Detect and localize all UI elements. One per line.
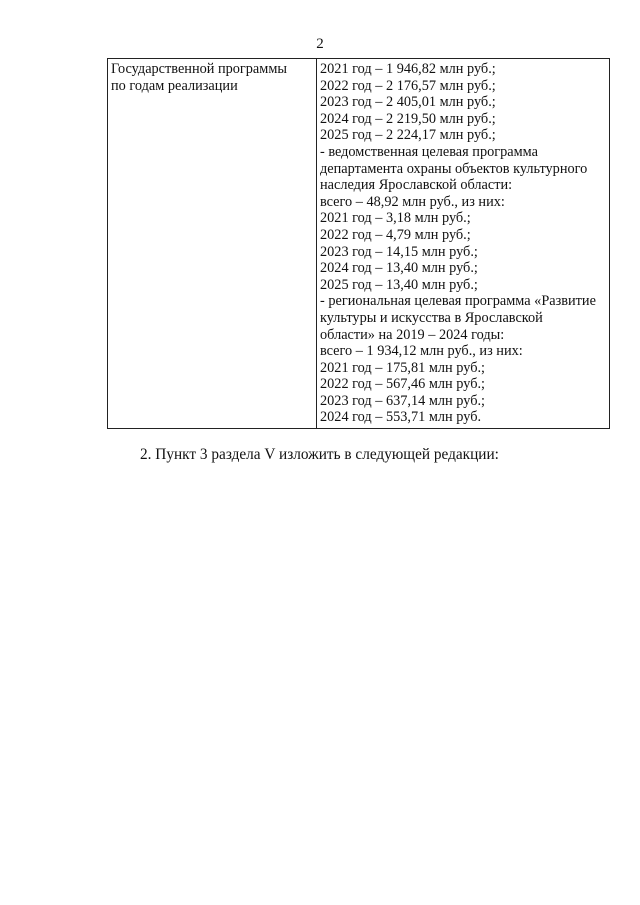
- right-cell-line: - ведомственная целевая программа: [320, 143, 538, 160]
- right-cell-line: - региональная целевая программа «Развитие: [320, 293, 596, 310]
- right-cell-line: 2021 год – 3,18 млн руб.;: [320, 210, 471, 227]
- right-cell-line: 2025 год – 13,40 млн руб.;: [320, 276, 478, 293]
- right-cell-line: культуры и искусства в Ярославской: [320, 309, 543, 326]
- right-cell-line: 2023 год – 2 405,01 млн руб.;: [320, 94, 496, 111]
- right-cell-line: 2022 год – 4,79 млн руб.;: [320, 226, 471, 243]
- amendment-paragraph: 2. Пункт 3 раздела V изложить в следующей редакции:: [140, 446, 499, 463]
- right-cell-line: 2023 год – 14,15 млн руб.;: [320, 243, 478, 260]
- table-left-cell: [111, 61, 311, 94]
- right-cell-line: области» на 2019 – 2024 годы:: [320, 326, 505, 343]
- left-cell-line: Государственной программы: [111, 61, 287, 77]
- right-cell-line: наследия Ярославской области:: [320, 177, 513, 194]
- right-cell-line: всего – 48,92 млн руб., из них:: [320, 193, 505, 210]
- page-number: 2: [316, 36, 324, 52]
- table-right-cell: [320, 61, 609, 426]
- left-cell-line: по годам реализации: [111, 77, 238, 94]
- right-cell-line: 2024 год – 13,40 млн руб.;: [320, 260, 478, 277]
- right-cell-line: 2022 год – 2 176,57 млн руб.;: [320, 77, 496, 94]
- right-cell-line: 2021 год – 175,81 млн руб.;: [320, 359, 486, 376]
- right-cell-line: 2024 год – 553,71 млн руб.: [320, 409, 482, 426]
- right-cell-line: 2023 год – 637,14 млн руб.;: [320, 392, 486, 409]
- right-cell-line: всего – 1 934,12 млн руб., из них:: [320, 343, 523, 360]
- column-divider: [316, 59, 317, 428]
- right-cell-line: 2022 год – 567,46 млн руб.;: [320, 376, 486, 393]
- right-cell-line: 2021 год – 1 946,82 млн руб.;: [320, 61, 496, 77]
- funding-table: [107, 58, 610, 429]
- right-cell-line: 2024 год – 2 219,50 млн руб.;: [320, 110, 496, 127]
- right-cell-line: 2025 год – 2 224,17 млн руб.;: [320, 127, 496, 144]
- right-cell-line: департамента охраны объектов культурного: [320, 160, 588, 177]
